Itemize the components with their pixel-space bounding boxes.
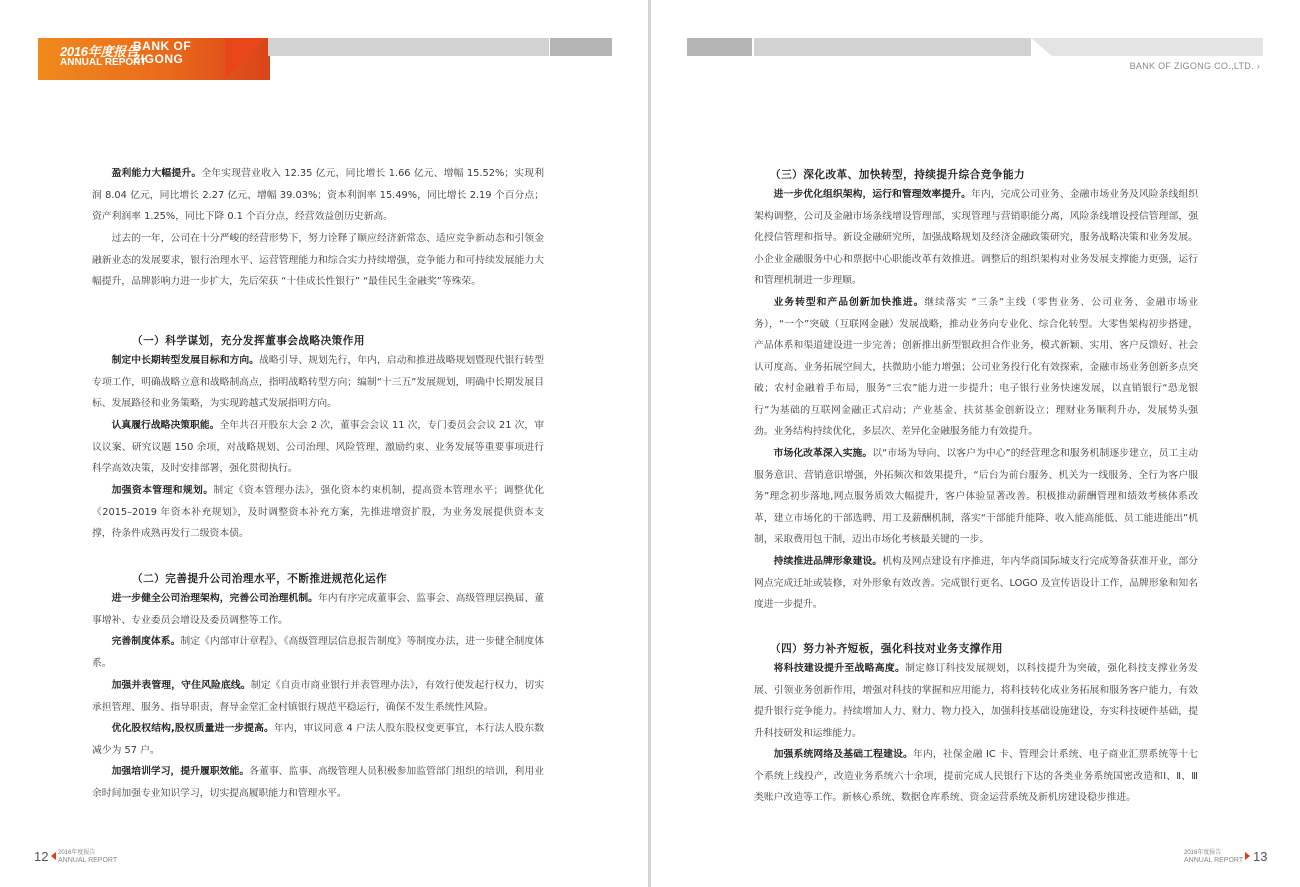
- paragraph: [754, 292, 1198, 443]
- left-page: [0, 0, 648, 887]
- header-decor-bar-light: [1031, 38, 1263, 56]
- chevron-right-icon: ›: [1256, 61, 1260, 71]
- footer-logo-year: 2016年度报告: [1184, 850, 1222, 856]
- paragraph: [754, 443, 1198, 551]
- paragraph: [92, 228, 544, 293]
- bank-logo-line2: ZIGONG: [133, 52, 184, 66]
- paragraph-lead: 认真履行战略决策职能。: [111, 420, 220, 431]
- bank-logo-text: [133, 40, 191, 66]
- header-decor-bar: [268, 38, 549, 56]
- paragraph-lead: 制定中长期转型发展目标和方向。: [111, 355, 260, 366]
- paragraph-text: 机构及网点建设有序推进，年内华商国际城支行完成筹备获准开业，部分网点完成迁址或装修，对外形象有效改善。完成银行更名、LOGO 及宣传语设计工作，品牌形象和知名度进一步提升。: [754, 556, 1199, 610]
- header-decor-bar-dark: [687, 38, 752, 56]
- section-heading: （四）努力补齐短板，强化科技对业务支撑作用: [770, 643, 1003, 655]
- paragraph: [92, 631, 544, 674]
- paragraph: [92, 350, 544, 415]
- paragraph-text: 继续落实 “三条”主线（零售业务、公司业务、金融市场业务），“一个”突破（互联网金融）发展战略，推动业务向专业化、综合化转型。大零售架构初步搭建，产品体系和渠道建设进一步完善；创新推出新型银政担合作业务，模式新颖、实用、客户反馈好、社会认可度高、业务拓展空间大，扶微助小能力增强；公司业务投行化有效探索，金融市场业务创新多点突破；农村金融着手布局，服务“三农”能力进一步提升；电子银行业务快速发展，以直销银行“恐龙银行”为基础的互联网金融正式启动；产业基金、扶贫基金创新设立；理财业务顺利升办，发展势头强劲。业务结构持续优化，多层次、差异化金融服务能力有效提升。: [754, 297, 1199, 437]
- footer-logo-text: ANNUAL REPORT: [58, 857, 118, 864]
- paragraph-text: 年内有序完成董事会、监事会、高级管理层换届、董事增补、专业委员会增设及委员调整等工作。: [92, 593, 544, 626]
- paragraph: [754, 658, 1198, 744]
- bank-name-header: [1130, 61, 1260, 71]
- paragraph-text: 年内，社保金融 IC 卡、管理会计系统、电子商业汇票系统等十七个系统上线投产，改造业务系统六十余项，提前完成人民银行下达的各类业务系统国密改造和Ⅰ、Ⅱ、Ⅲ 类账户改造等工作。新核心系统、数据仓库系统、资金运营系统及新机房建设稳步推进。: [754, 749, 1198, 803]
- section-heading: （二）完善提升公司治理水平，不断推进规范化运作: [132, 573, 388, 585]
- paragraph: [92, 761, 544, 804]
- report-year-label: 2016年度报告: [60, 44, 139, 59]
- paragraph: [92, 480, 544, 545]
- paragraph-text: 全年实现营业收入 12.35 亿元，同比增长 1.66 亿元、增幅 15.52%；实现利润 8.04 亿元，同比增长 2.27 亿元、增幅 39.03%；资本利润率 15.49%，同比增长 2.19 个百分点；资产利润率 1.25%，同比下降 0.1 个百分点，经营效益创历史新高。: [92, 168, 545, 222]
- paragraph-lead: 加强培训学习，提升履职效能。: [111, 766, 250, 777]
- paragraph-text: 各董事、监事、高级管理人员积极参加监管部门组织的培训，利用业余时间加强专业知识学习，切实提高履职能力和管理水平。: [92, 766, 544, 799]
- paragraph-lead: 完善制度体系。: [111, 636, 181, 647]
- paragraph: [92, 675, 544, 718]
- paragraph-lead: 进一步优化组织架构，运行和管理效率提升。: [773, 189, 972, 200]
- bank-logo-line1: BANK OF: [133, 39, 192, 53]
- paragraph-text: 制定《自贡市商业银行并表管理办法》，有效行使发起行权力，切实承担管理、服务、指导职责，督导金堂汇金村镇银行规范平稳运行，确保不发生系统性风险。: [92, 680, 544, 713]
- paragraph-text: 制定《内部审计章程》、《高级管理层信息报告制度》等制度办法，进一步健全制度体系。: [92, 636, 545, 669]
- paragraph-lead: 盈利能力大幅提升。: [111, 168, 202, 179]
- page-number: 13: [1253, 849, 1268, 864]
- paragraph-text: 以“市场为导向、以客户为中心”的经营理念和服务机制逐步建立，员工主动服务意识、营销意识增强，外拓频次和效果提升，“后台为前台服务、机关为一线服务、全行为客户服务”理念初步落地,网点服务质效大幅提升，客户体验显著改善。积极推动薪酬管理和绩效考核体系改革，建立市场化的干部选聘、用工及薪酬机制，落实“干部能升能降、收入能高能低、员工能进能出”机制，采取费用包干制，迈出市场化考核最关键的一步。: [754, 448, 1199, 545]
- section-heading: （三）深化改革、加快转型，持续提升综合竞争能力: [770, 169, 1026, 181]
- annual-report-label: ANNUAL REPORT: [60, 57, 147, 68]
- paragraph-lead: 业务转型和产品创新加快推进。: [773, 297, 925, 308]
- right-page: [651, 0, 1300, 887]
- section-heading: （一）科学谋划，充分发挥董事会战略决策作用: [132, 335, 365, 347]
- paragraph: [92, 588, 544, 631]
- paragraph: [92, 415, 544, 480]
- page-number: 12: [34, 849, 49, 864]
- footer-report-logo: [58, 850, 117, 864]
- header-decor-bar-dark: [550, 38, 612, 56]
- paragraph-lead: 加强资本管理和规划。: [111, 485, 214, 496]
- footer-report-logo: [1184, 850, 1243, 864]
- paragraph-lead: 优化股权结构,股权质量进一步提高。: [111, 723, 274, 734]
- header-decor-bar: [754, 38, 1031, 56]
- paragraph-lead: 加强并表管理，守住风险底线。: [111, 680, 251, 691]
- paragraph: [92, 718, 544, 761]
- paragraph-text: 战略引导、规划先行，年内，启动和推进战略规划暨现代银行转型专项工作，明确战略立意和战略制高点，指明战略转型方向；编制“十三五”发展规划，明确中长期发展目标、发展路径和业务策略，为实现跨越式发展指明方向。: [92, 355, 544, 409]
- paragraph: [92, 163, 544, 228]
- brand-banner-edge: [225, 38, 265, 80]
- paragraph-lead: 市场化改革深入实施。: [773, 448, 873, 459]
- paragraph-text: 制定《资本管理办法》，强化资本约束机制，提高资本管理水平；调整优化《2015–2019 年资本补充规划》，及时调整资本补充方案，先推进增资扩股，为业务发展提供资本支撑，待条件成熟再发行二级资本债。: [92, 485, 545, 539]
- paragraph: [754, 744, 1198, 809]
- paragraph-lead: 持续推进品牌形象建设。: [773, 556, 883, 567]
- paragraph-text: 年内，审议同意 4 户法人股东股权变更事宜，本行法人股东数减少为 57 户。: [92, 723, 544, 756]
- paragraph: [754, 184, 1198, 292]
- paragraph: [754, 551, 1198, 616]
- arrow-right-icon: [1245, 852, 1250, 860]
- bank-name: BANK OF ZIGONG CO.,LTD.: [1129, 61, 1254, 71]
- paragraph-lead: 将科技建设提升至战略高度。: [773, 663, 906, 674]
- paragraph-lead: 进一步健全公司治理架构，完善公司治理机制。: [111, 593, 318, 604]
- paragraph-text: 过去的一年，公司在十分严峻的经营形势下，努力诠释了顺应经济新常态、适应竞争新动态和引领金融新业态的发展要求，银行治理水平、运营管理能力和综合实力持续增强，竞争能力和可持续发展能力大幅提升，品牌影响力进一步扩大，先后荣获 “十佳成长性银行” “最佳民生金融奖”等殊荣。: [92, 233, 544, 287]
- footer-logo-year: 2016年度报告: [58, 850, 96, 856]
- arrow-left-icon: [51, 852, 56, 860]
- paragraph-text: 制定修订科技发展规划，以科技提升为突破，强化科技支撑业务发展、引领业务创新作用，增强对科技的掌握和应用能力，将科技转化成业务拓展和服务客户能力，有效提升银行竞争能力。持续增加人力、财力、物力投入，加强科技基础设施建设，夯实科技硬件基础，提升科技研发和运维能力。: [754, 663, 1199, 739]
- footer-logo-text: ANNUAL REPORT: [1184, 857, 1244, 864]
- paragraph-text: 全年共召开股东大会 2 次，董事会会议 11 次，专门委员会会议 21 次，审议议案、研究议题 150 余项，对战略规划、公司治理、风险管理、激励约束、业务发展等重要事项进行科学高效决策，及时安排部署，强化贯彻执行。: [92, 420, 544, 474]
- paragraph-lead: 加强系统网络及基础工程建设。: [773, 749, 914, 760]
- paragraph-text: 年内，完成公司业务、金融市场业务及风险条线组织架构调整，公司及金融市场条线增设管理部，实现管理与营销职能分离，风险条线增设授信管理部，强化授信管理和指导。新设金融研究所，加强战略规划及经济金融政策研究，服务战略决策和业务发展。小企业金融服务中心和票据中心职能改革有效推进。调整后的组织架构对业务发展支撑能力更强，运行和管理机制进一步理顺。: [754, 189, 1199, 286]
